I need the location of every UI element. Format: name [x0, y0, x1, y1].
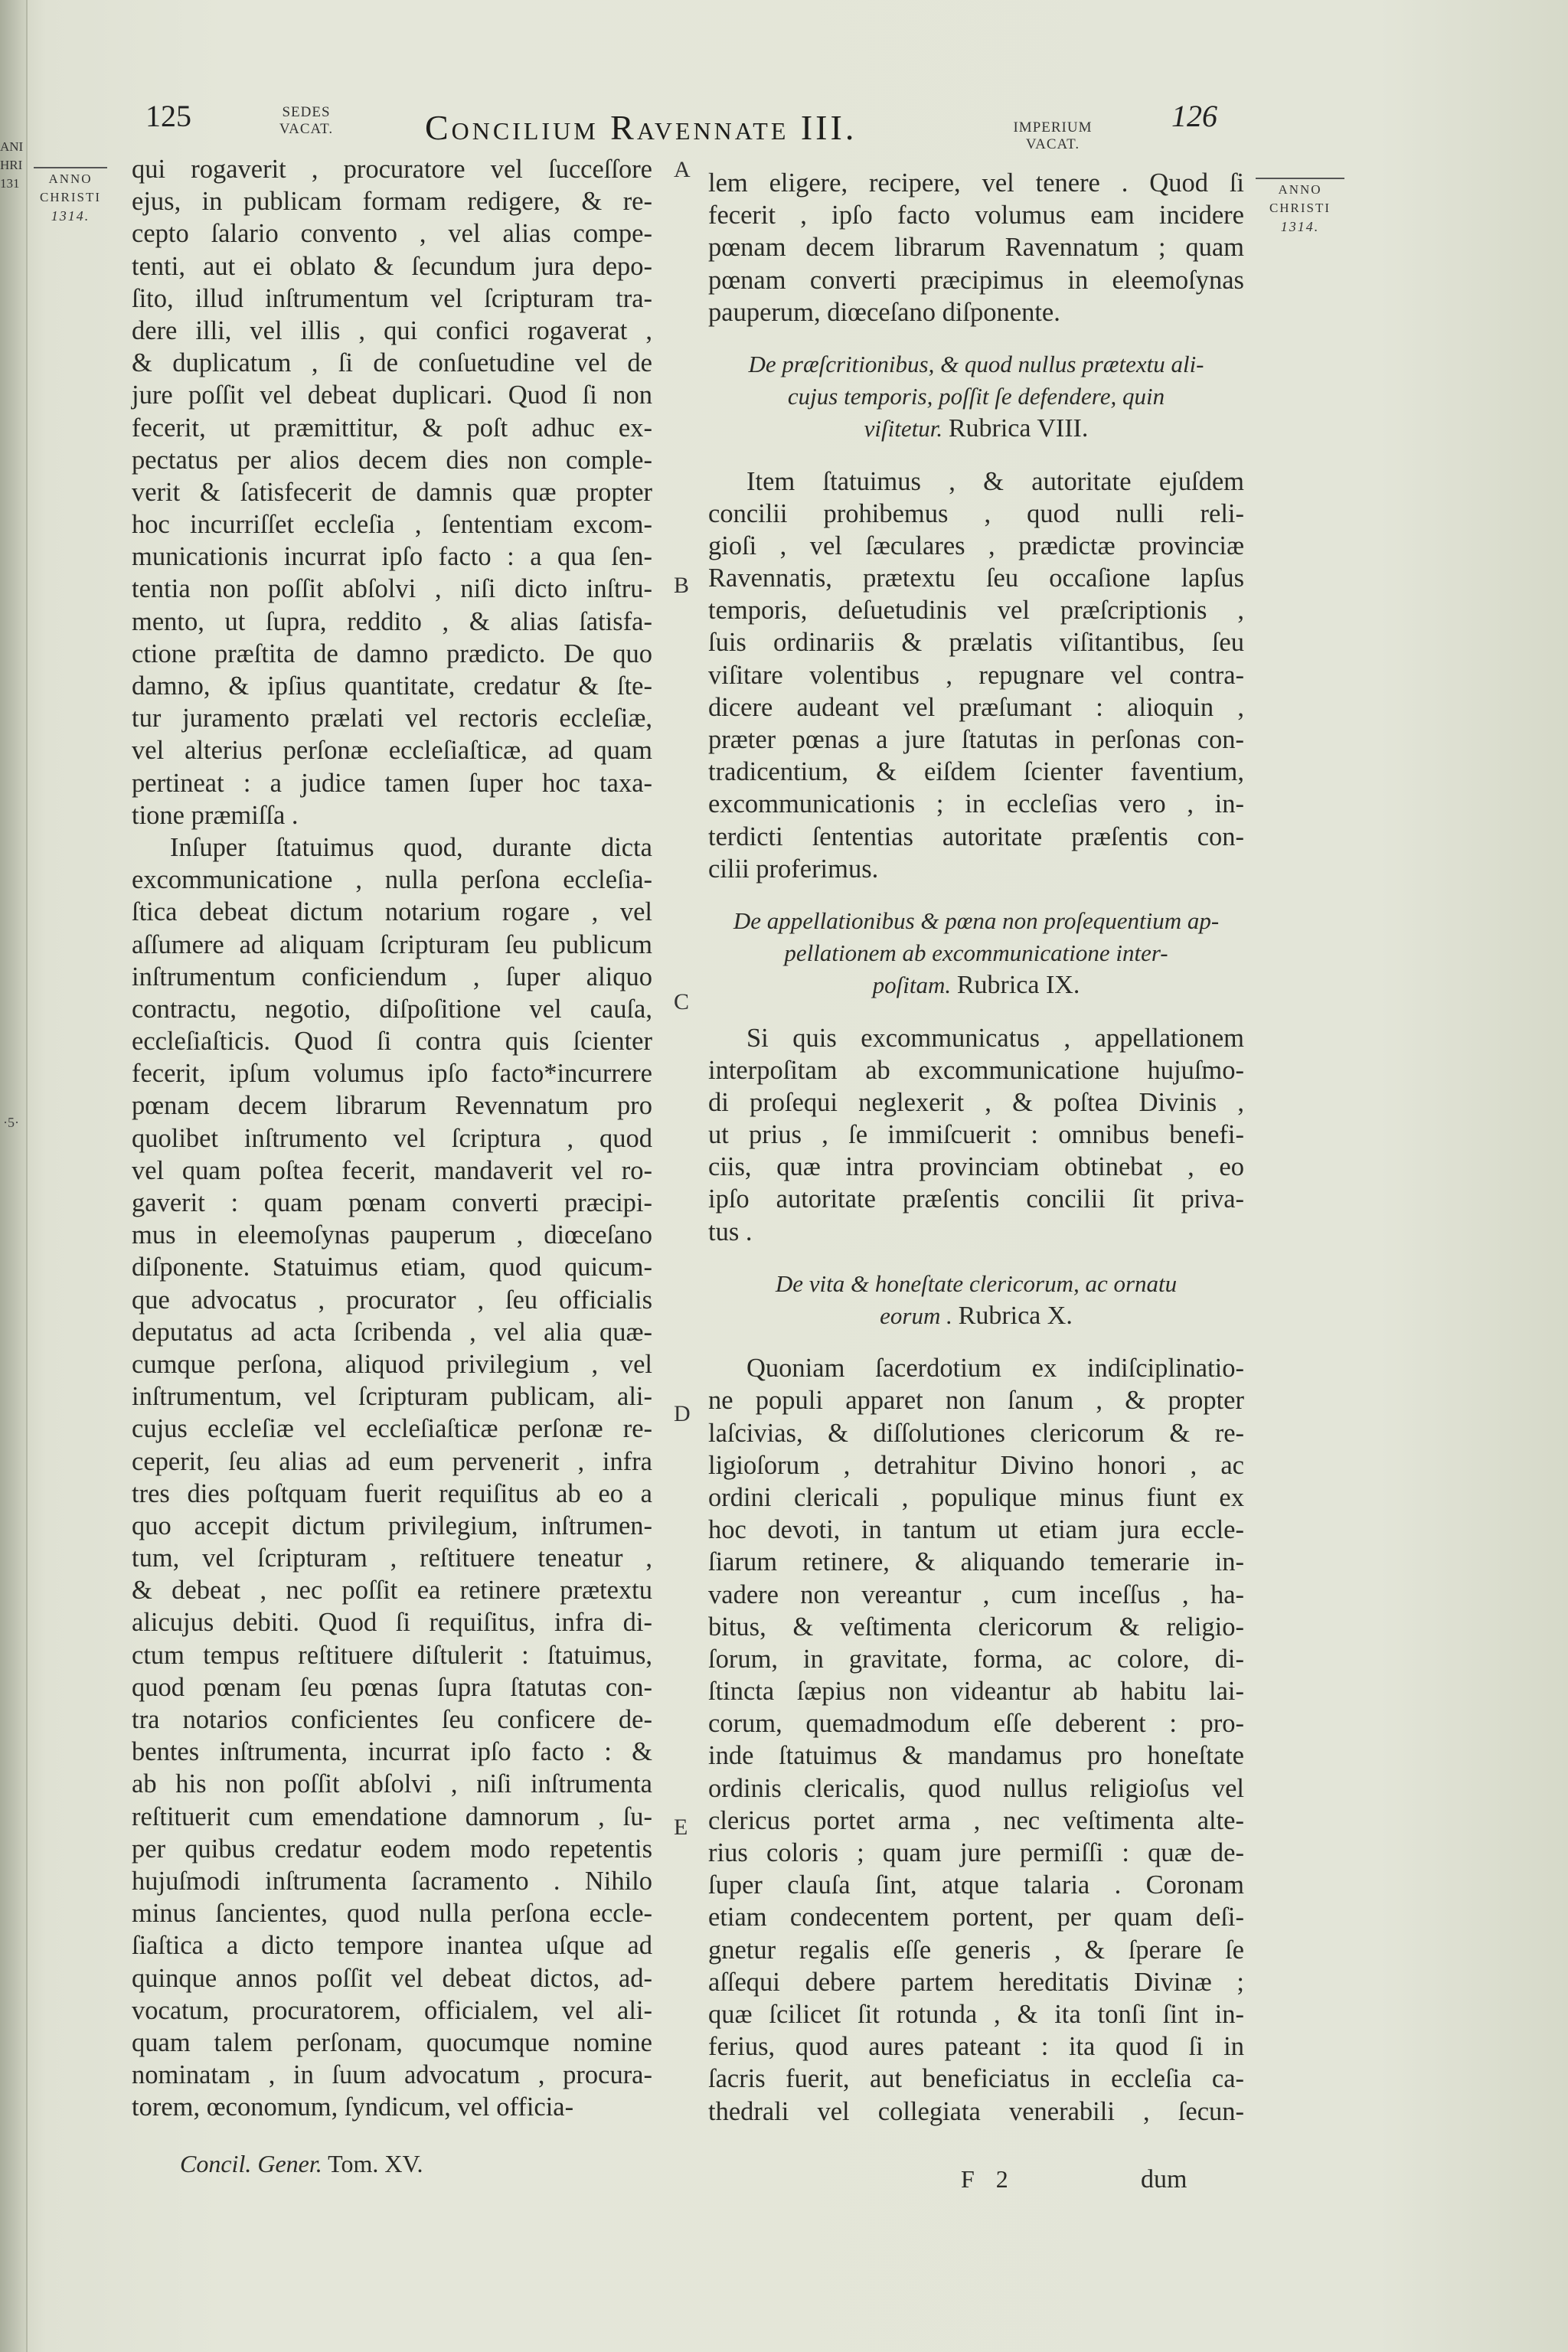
- left-text-line: ctione præſtita de damno prædicto. De quo: [132, 639, 652, 668]
- right-text-line: præter pœnas a jure ſtatutas in perſonas con-: [708, 725, 1244, 754]
- right-text-line: terdicti ſententias autoritate præſentis con-: [708, 822, 1244, 851]
- left-text-line: eccleſiaſticis. Quod ſi contra quis ſcienter: [132, 1027, 652, 1057]
- left-text-line: gaverit : quam pœnam converti præcipi-: [132, 1188, 652, 1217]
- right-text-line: laſcivias, & diſſolutiones clericorum & re-: [708, 1418, 1244, 1448]
- left-text-line: Inſuper ſtatuimus quod, durante dicta: [170, 832, 652, 862]
- anno-christi-right: [1256, 178, 1344, 236]
- right-text-line: pœnam decem librarum Ravennatum ; quam: [708, 233, 1244, 263]
- left-text-line: cumque perſona, aliquod privilegium , vel: [132, 1349, 652, 1379]
- anno-year: 1314.: [51, 208, 90, 224]
- margin-letter-d: D: [674, 1401, 691, 1426]
- sedes-line: SEDES: [282, 104, 331, 120]
- right-text-line: Item ſtatuimus , & autoritate ejuſdem: [746, 466, 1244, 496]
- left-column-text: [132, 153, 652, 2123]
- left-text-line: que advocatus , procurator , ſeu officialis: [132, 1285, 652, 1315]
- anno-year: 1314.: [1280, 219, 1320, 234]
- right-text-line: dicere audeant vel præſumant : alioquin ,: [708, 692, 1244, 722]
- left-text-line: tur juramento prælati vel rectoris eccleſiæ,: [132, 704, 652, 733]
- margin-letter-a: A: [674, 157, 691, 182]
- left-text-line: tum, vel ſcripturam , reſtituere teneatur ,: [132, 1544, 652, 1573]
- right-text-line: viſitare volentibus , repugnare vel contra-: [708, 660, 1244, 690]
- right-text-line: ferius, quod aures pateant : ita quod ſi in: [708, 2032, 1244, 2062]
- left-text-line: tione præmiſſa .: [132, 800, 299, 830]
- right-text-line: interpoſitam ab excommunicatione hujuſmo-: [708, 1055, 1244, 1085]
- left-text-line: per quibus credatur eodem modo repetentis: [132, 1834, 652, 1864]
- rubric-heading-line: poſitam.: [872, 972, 952, 999]
- right-text-line: ſacris fuerit, aut beneficiatus in eccleſia ca-: [708, 2064, 1244, 2094]
- left-text-line: ſiaſtica a dicto tempore inantea uſque ad: [132, 1931, 652, 1961]
- left-text-line: ab his non poſſit abſolvi , niſi inſtrumenta: [132, 1769, 652, 1799]
- right-text-line: rius coloris ; quam jure permiſſi : quæ de-: [708, 1838, 1244, 1867]
- left-text-line: dere illi, vel illis , qui confici rogaverat ,: [132, 315, 652, 345]
- right-text-line: gioſi , vel ſæculares , prædictæ provinciæ: [708, 531, 1244, 560]
- margin-letter-b: B: [674, 573, 690, 598]
- rubric-heading-line: pellationem ab excommunicatione inter-: [784, 939, 1168, 967]
- imperium-note: [1007, 119, 1099, 153]
- left-text-line: pectatus per alios decem dies non comple-: [132, 445, 652, 475]
- prev-margin-line: HRI: [0, 158, 23, 172]
- right-text-line: bitus, & veſtimenta clericorum & religio-: [708, 1612, 1244, 1642]
- left-text-line: ejus, in publicam formam redigere, & re-: [132, 187, 652, 217]
- left-text-line: inſtrumentum, vel ſcripturam publicam, ali-: [132, 1382, 652, 1412]
- left-text-line: tres dies poſtquam fuerit requiſitus ab eo a: [132, 1478, 652, 1508]
- left-text-line: deputatus ad acta ſcribenda , vel alia quæ-: [132, 1317, 652, 1347]
- previous-page-margin-note: [0, 138, 23, 193]
- left-text-line: excommunicatione , nulla perſona eccleſia-: [132, 865, 652, 895]
- rubric-label: Rubrica X.: [958, 1302, 1073, 1330]
- rubric-heading-line: De præſcritionibus, & quod nullus prætextu ali-: [748, 350, 1204, 377]
- page-number-left: 125: [145, 99, 191, 133]
- spacer: [708, 1002, 1244, 1022]
- previous-page-mark: ·5·: [3, 1115, 19, 1130]
- rubric-heading-line: cujus temporis, poſſit ſe defendere, quin: [787, 383, 1165, 410]
- source-volume: Tom. XV.: [328, 2150, 423, 2177]
- imperium-line: IMPERIUM: [1013, 119, 1093, 136]
- left-text-line: diſponente. Statuimus etiam, quod quicum-: [132, 1253, 652, 1282]
- anno-line: ANNO: [1278, 182, 1322, 197]
- right-text-line: tus .: [708, 1217, 753, 1246]
- left-text-line: quolibet inſtrumento vel ſcriptura , quod: [132, 1123, 652, 1153]
- right-text-line: cilii proferimus.: [708, 854, 879, 884]
- left-text-line: verit & ſatisfecerit de damnis quæ propter: [132, 477, 652, 507]
- left-text-line: ſtica debeat dictum notarium rogare , vel: [132, 897, 652, 927]
- left-text-line: jure poſſit vel debeat duplicari. Quod ſi non: [132, 381, 652, 410]
- rubric-ix-heading: [708, 905, 1244, 1002]
- rubric-heading-line: [708, 1300, 1244, 1332]
- right-text-line: ordinis clericalis, quod nullus religioſus vel: [708, 1773, 1244, 1803]
- source-reference: [180, 2150, 423, 2178]
- left-text-line: qui rogaverit , procuratore vel ſucceſſore: [132, 155, 652, 184]
- left-text-line: & debeat , nec poſſit ea retinere prætextu: [132, 1576, 652, 1606]
- right-text-line: ſiarum retinere, & aliquando temerarie in-: [708, 1547, 1244, 1577]
- left-text-line: vel alterius perſonæ eccleſiaſticæ, ad quam: [132, 736, 652, 766]
- left-text-line: reſtituerit cum emendatione damnorum , ſu-: [132, 1802, 652, 1831]
- right-text-line: pauperum, diœceſano diſponente.: [708, 297, 1060, 327]
- spacer: [708, 885, 1244, 905]
- left-text-line: ctum tempus reſtituere diſtulerit : ſtatuimus,: [132, 1640, 652, 1670]
- left-text-line: aſſumere ad aliquam ſcripturam ſeu publicum: [132, 929, 652, 959]
- anno-line: ANNO: [48, 172, 93, 186]
- spacer: [708, 328, 1244, 348]
- left-text-line: tentia non poſſit abſolvi , niſi dicto inſtru-: [132, 574, 652, 604]
- right-text-line: temporis, deſuetudinis vel præſcriptionis ,: [708, 596, 1244, 626]
- imperium-line: VACAT.: [1025, 136, 1080, 152]
- spacer: [708, 1332, 1244, 1352]
- right-text-line: etiam condecentem portent, per quam deſi-: [708, 1903, 1244, 1932]
- left-text-line: damno, & ipſius quantitate, credatur & ſte-: [132, 671, 652, 701]
- left-text-line: quinque annos poſſit vel debeat dictos, ad-: [132, 1963, 652, 1993]
- rubric-heading-line: De vita & honeſtate clericorum, ac ornatu: [775, 1269, 1178, 1297]
- left-text-line: fecerit, ut præmittitur, & poſt adhuc ex-: [132, 413, 652, 443]
- right-text-line: ipſo autoritate præſentis concilii ſit priva-: [708, 1184, 1244, 1214]
- left-text-line: fecerit, ipſum volumus ipſo facto*incurrere: [132, 1059, 652, 1089]
- rubric-label: Rubrica VIII.: [948, 414, 1089, 443]
- right-text-line: thedrali vel collegiata venerabili , ſecun-: [708, 2096, 1244, 2126]
- anno-christi-left: [34, 167, 107, 225]
- right-text-line: gnetur regalis eſſe generis , & ſperare ſe: [708, 1935, 1244, 1965]
- left-text-line: cujus eccleſiæ vel eccleſiaſticæ perſonæ re-: [132, 1414, 652, 1444]
- right-text-line: aſſequi debere partem hereditatis Divinæ ;: [708, 1967, 1244, 1997]
- sedes-line: VACAT.: [279, 121, 334, 137]
- left-text-line: mus in eleemoſynas pauperum , diœceſano: [132, 1220, 652, 1250]
- left-text-line: nominatam , in ſuum advocatum , procura-: [132, 2060, 652, 2090]
- right-text-line: lem eligere, recipere, vel tenere . Quod ſi: [708, 168, 1244, 198]
- right-text-line: ſtincta ſæpius non videantur ab habitu lai-: [708, 1677, 1244, 1707]
- catchword: dum: [1141, 2165, 1187, 2194]
- right-text-line: fecerit , ipſo facto volumus eam incidere: [708, 201, 1244, 230]
- right-text-line: ligioſorum , detrahitur Divino honori , ac: [708, 1450, 1244, 1480]
- spacer: [708, 446, 1244, 466]
- page-title: Concilium Ravennate III.: [425, 108, 858, 147]
- left-text-line: quod pœnam ſeu pœnas ſupra ſtatutas con-: [132, 1672, 652, 1702]
- sedes-note: [272, 104, 341, 138]
- right-text-line: quæ ſcilicet ſit rotunda , & ita tonſi ſint in-: [708, 1999, 1244, 2029]
- source-title: Concil. Gener.: [180, 2150, 322, 2177]
- left-text-line: minus ſancientes, quod nulla perſona eccle-: [132, 1899, 652, 1929]
- left-text-line: municationis incurrat ipſo facto : a qua ſen-: [132, 542, 652, 572]
- prev-margin-line: 131: [0, 176, 20, 191]
- right-column-text: [708, 167, 1244, 2128]
- right-text-line: ordini clericali , populique minus fiunt ex: [708, 1482, 1244, 1512]
- right-text-line: excommunicationis ; in eccleſias vero , in-: [708, 789, 1244, 819]
- signature-mark: F 2: [961, 2165, 1016, 2193]
- right-text-line: ſuis ordinariis & prælatis viſitantibus, ſeu: [708, 628, 1244, 658]
- right-text-line: corum, quemadmodum eſſe deberent : pro-: [708, 1709, 1244, 1739]
- right-text-line: di proſequi neglexerit , & poſtea Divinis ,: [708, 1087, 1244, 1117]
- rubric-heading-line: viſitetur.: [864, 415, 943, 443]
- left-text-line: quo accepit dictum privilegium, inſtrumen-: [132, 1511, 652, 1540]
- left-text-line: hujuſmodi inſtrumenta ſacramento . Nihilo: [132, 1866, 652, 1896]
- right-text-line: clericus portet arma , nec veſtimenta alte-: [708, 1805, 1244, 1835]
- right-text-line: ſorum, in gravitate, forma, ac colore, di-: [708, 1644, 1244, 1674]
- left-text-line: & duplicatum , ſi de conſuetudine vel de: [132, 348, 652, 378]
- rubric-heading-line: [708, 969, 1244, 1001]
- left-text-line: tra notarios conficientes ſeu conficere de-: [132, 1705, 652, 1734]
- margin-letter-e: E: [674, 1815, 688, 1840]
- right-text-line: Si quis excommunicatus , appellationem: [746, 1023, 1244, 1053]
- left-text-line: pœnam decem librarum Revennatum pro: [132, 1091, 652, 1121]
- prev-margin-line: ANI: [0, 139, 23, 154]
- rubric-label: Rubrica IX.: [956, 971, 1080, 1000]
- right-text-line: ſuper clauſa ſint, atque talaria . Coronam: [708, 1870, 1244, 1900]
- right-text-line: hoc devoti, in tantum ut etiam jura eccle-: [708, 1515, 1244, 1545]
- right-text-line: pœnam converti præcipimus in eleemoſynas: [708, 265, 1244, 295]
- rubric-heading-line: [708, 413, 1244, 445]
- rubric-x-heading: [708, 1268, 1244, 1332]
- left-text-line: vocatum, procuratorem, officialem, vel ali-: [132, 1995, 652, 2025]
- right-text-line: concilii prohibemus , quod nulli reli-: [708, 498, 1244, 528]
- spacer: [708, 1248, 1244, 1268]
- right-text-line: Ravennatis, prætextu ſeu occaſione lapſus: [708, 564, 1244, 593]
- right-text-line: vadere non vereantur , cum inceſſus , ha-: [708, 1579, 1244, 1609]
- right-text-line: Quoniam ſacerdotium ex indiſciplinatio-: [746, 1354, 1244, 1383]
- left-text-line: hoc incurriſſet eccleſia , ſententiam excom-: [132, 510, 652, 540]
- right-text-line: ne populi apparet non ſanum , & propter: [708, 1386, 1244, 1416]
- rubric-heading-line: eorum .: [880, 1302, 952, 1329]
- left-text-line: tenti, aut ei oblato & ſecundum jura depo-: [132, 251, 652, 281]
- left-text-line: contractu, negotio, diſpoſitione vel cauſa,: [132, 994, 652, 1024]
- right-text-line: ut prius , ſe immiſcuerit : omnibus benefi-: [708, 1120, 1244, 1150]
- left-text-line: mento, ut ſupra, reddito , & alias ſatisfa-: [132, 606, 652, 636]
- left-text-line: bentes inſtrumenta, incurrat ipſo facto : &: [132, 1737, 652, 1767]
- rubric-viii-heading: [708, 348, 1244, 446]
- right-text-line: inde ſtatuimus & mandamus pro honeſtate: [708, 1741, 1244, 1771]
- page-number-right: 126: [1171, 99, 1217, 133]
- anno-line: CHRISTI: [1269, 201, 1331, 215]
- left-text-line: pertineat : a judice tamen ſuper hoc taxa-: [132, 768, 652, 798]
- margin-letter-c: C: [674, 989, 690, 1014]
- right-text-line: tradicentium, & eiſdem ſcienter faventium,: [708, 757, 1244, 787]
- left-text-line: torem, œconomum, ſyndicum, vel officia-: [132, 2092, 574, 2122]
- left-text-line: inſtrumentum conficiendum , ſuper aliquo: [132, 962, 652, 991]
- rubric-heading-line: De appellationibus & pœna non proſequentium ap-: [733, 906, 1220, 934]
- anno-line: CHRISTI: [39, 190, 102, 204]
- left-text-line: quam talem perſonam, quocumque nomine: [132, 2027, 652, 2057]
- left-text-line: ſito, illud inſtrumentum vel ſcripturam tra-: [132, 283, 652, 313]
- left-text-line: alicujus debiti. Quod ſi requiſitus, infra di-: [132, 1608, 652, 1638]
- left-text-line: vel quam poſtea fecerit, mandaverit vel ro-: [132, 1155, 652, 1185]
- left-text-line: cepto ſalario convento , vel alias compe-: [132, 219, 652, 249]
- right-text-line: ciis, quæ intra provinciam obtinebat , eo: [708, 1152, 1244, 1182]
- left-text-line: ceperit, ſeu alias ad eum pervenerit , infra: [132, 1446, 652, 1476]
- previous-page-edge: [0, 0, 28, 2352]
